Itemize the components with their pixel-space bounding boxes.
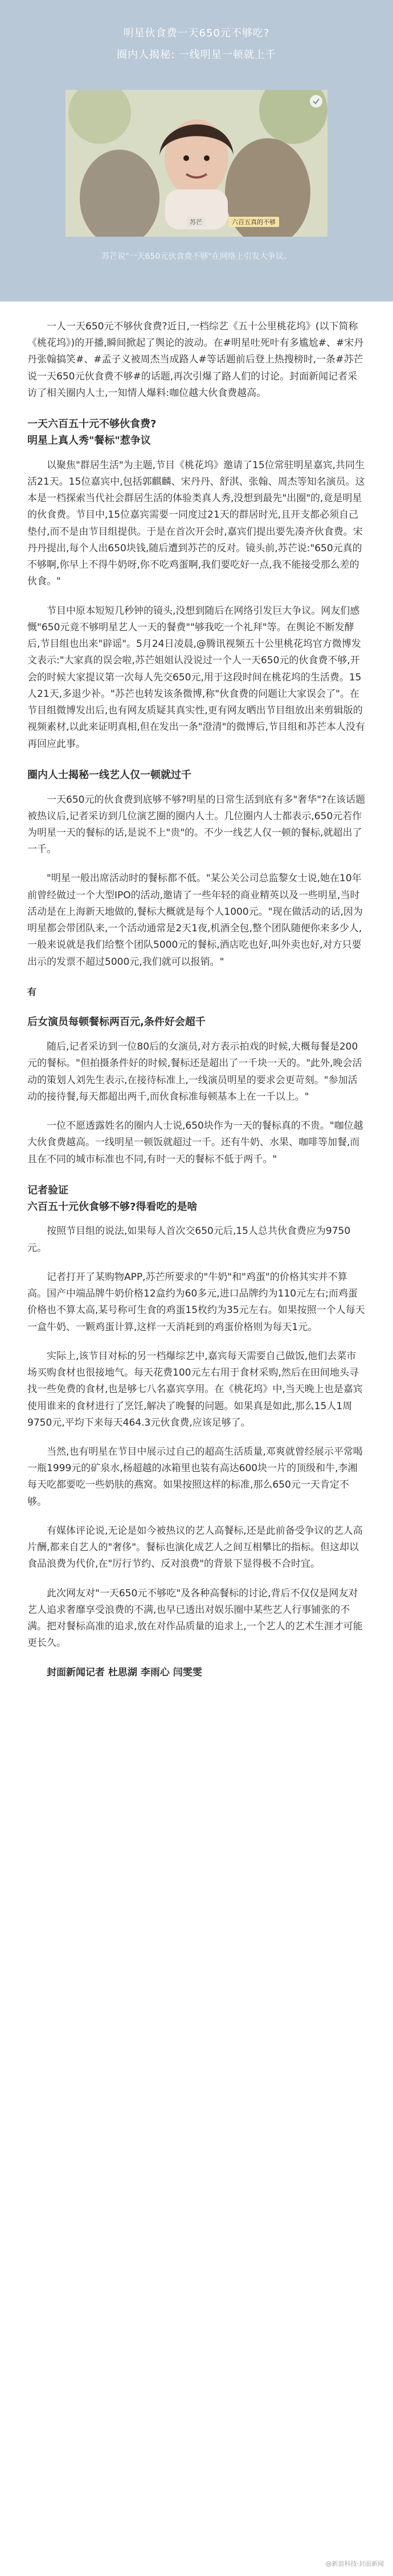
- article-paragraph: "明星一般出席活动时的餐标都不低。"某公关公司总监黎女士说,她在10年前曾经做过一个大型IPO的活动,邀请了一些年轻的商业精英以及一些明星,当时活动是在上海新天地做的,餐标大概就是每个人1000元。"现在做活动的话,因为明星都会带团队来,一个活动通常是2天1夜,机酒全包,整个团队随便你来多少人,一般来说就是我们给整个团队5000元的餐标,酒店吃也好,叫外卖也好,对方只要出示的发票不超过5000元,我们就可以报销。": [27, 873, 363, 968]
- article-paragraph: 此次网友对"一天650元不够吃"及各种高餐标的讨论,背后不仅仅是网友对艺人追求奢靡享受浪费的不满,也早已透出对娱乐圈中某些艺人行事铺张的不满。把对餐标高准的追求,放在对作品质量的追求上,一个艺人的艺术生涯才可能更长久。: [27, 1587, 363, 1649]
- section-heading-line1: 一天六百五十元不够伙食费?: [27, 418, 157, 431]
- article-paragraph: 以聚焦"群居生活"为主题,节目《桃花坞》邀请了15位常驻明星嘉宾,共同生活21天。15位嘉宾中,包括郭麒麟、宋丹丹、舒淇、张翰、周杰等知名演员。这本是一档探索当代社会群居生活的体验类真人秀,没想到最先"出圈"的,竟是明星的伙食费。节目中,15位嘉宾需要一同度过21天的群居时光,且开支都必须自己垫付,而不是由节目组提供。于是在首次开会时,嘉宾们提出要先凑齐伙食费。宋丹丹提出,每个人出650块钱,随后遭到苏芒的反对。镜头前,苏芒说:"650元真的不够啊,你早上不得牛奶呀,你不吃鸡蛋啊,我们要吃好一点,我不能接受那么差的伙食。": [27, 459, 365, 588]
- section-heading-line1: 记者验证: [27, 1184, 68, 1196]
- article-body: [27, 319, 366, 1694]
- standalone-text: 有: [27, 986, 37, 997]
- article-paragraph: 按照节目组的说法,如果每人首次交650元后,15人总共伙食费应为9750元。: [27, 1225, 351, 1254]
- video-scene: [66, 90, 328, 237]
- section-heading: [27, 1183, 366, 1216]
- section-heading: 后女演员每顿餐标两百元,条件好会超千: [27, 1016, 206, 1029]
- article-paragraph: 有媒体评论说,无论是如今被热议的艺人高餐标,还是此前备受争议的艺人高片酬,都来自艺人的"奢侈"。餐标也演化成艺人之间互相攀比的指标。但这却以食品浪费为代价,在"厉行节约、反对浪费"的背景下显得极不合时宜。: [27, 1525, 363, 1570]
- header-title-line2: 圈内人揭秘: 一线明星一顿就上千: [117, 49, 276, 61]
- section-heading-line2: 六百五十元伙食够不够?得看吃的是啥: [27, 1200, 198, 1213]
- video-name-tag: 苏芒: [186, 217, 206, 227]
- section-heading-line2: 明星上真人秀"餐标"惹争议: [27, 434, 151, 447]
- image-caption: 苏芒说"一天650元伙食费不够"在网络上引发大争议。: [101, 252, 292, 261]
- section-heading: [27, 416, 366, 449]
- section-heading: 圈内人士揭秘一线艺人仅一顿就过千: [27, 769, 191, 781]
- article-paragraph: 记者打开了某购物APP,苏芒所要求的"牛奶"和"鸡蛋"的价格其实并不算高。国产中端品牌牛奶价格12盒约为60多元,进口品牌约为110元左右;而鸡蛋价格也不算太高,某号称可生食的鸡蛋15枚约为35元左右。如果按照一个人每天一盒牛奶、一颗鸡蛋计算,这样一天消耗到的鸡蛋价格则为每天1元。: [27, 1271, 365, 1333]
- article-paragraph: 一天650元的伙食费到底够不够?明星的日常生活到底有多"奢华"?在该话题被热议后,记者采访到几位演艺圈的圈内人士。几位圈内人士都表示,650元若作为明星一天的餐标的话,是说不上"贵"的。不少一线艺人仅一顿的餐标,就超出了一千。: [27, 794, 366, 856]
- author-line: 封面新闻记者 杜思湖 李雨心 闫雯雯: [47, 1666, 202, 1678]
- channel-logo-icon: [309, 94, 323, 108]
- header-title-line1: 明星伙食费一天650元不够吃?: [123, 27, 270, 39]
- article-paragraph: 一位不愿透露姓名的圈内人士说,650块作为一天的餐标真的不贵。"咖位越大伙食费越高。一线明星一顿饭就超过一千。还有牛奶、水果、咖啡等加餐,而且在不同的城市标准也不同,有时一天的餐标不低于两千。": [27, 1120, 363, 1165]
- article-paragraph: 节目中原本短短几秒钟的镜头,没想到随后在网络引发巨大争议。网友们感慨"650元竟不够明星艺人一天的餐费""够我吃一个礼拜"等。在舆论不断发酵后,节目组也出来"辟谣"。5月24日凌晨,@腾讯视频五十公里桃花坞官方微博发文表示:"大家真的误会啦,苏芒姐姐认没说过一个人一天650元的伙食费不够,开会的时候大家提议第一次每人先交650元,用于这段时间在桃花坞的生活费。15人21天,多退少补。"苏芒也转发该条微博,称"伙食费的问题让大家误会了"。在节目组微博发出后,也有网友质疑其真实性,更有网友晒出节目组放出来剪辑版的视频素材,以此来证明真相,但在发出一条"澄清"的微博后,节目组和苏芒本人没有再回应此事。: [27, 605, 365, 750]
- video-thumbnail[interactable]: [66, 90, 328, 237]
- article-paragraph: 一人一天650元不够伙食费?近日,一档综艺《五十公里桃花坞》(以下简称《桃花坞》)的开播,瞬间掀起了舆论的波动。在#明星吐死叶有多尴尬#、#宋丹丹张翰搞笑#、#孟子义被周杰当成路人#等话题前后登上热搜榜时,一条#苏芒说一天650元伙食费不够#的话题,再次引爆了路人们的讨论。封面新闻记者采访了相关圈内人士,一知情人爆料:咖位越大伙食费越高。: [27, 321, 364, 399]
- video-subtitle-tag: 六百五真的不够: [228, 217, 279, 227]
- article-paragraph: 实际上,该节目对标的另一档爆综艺中,嘉宾每天需要自己做饭,他们去菜市场买购食材也很接地气。每天花费100元左右用于食材采购,然后在田间地头寻找一些免费的食材,也是够七八名嘉宾享用。在《桃花坞》中,当天晚上也是嘉宾使用谁来的食材进行了烹饪,解决了晚餐的问题。如果真是如此,那么15人1周9750元,平均下来每天464.3元伙食费,应该足够了。: [27, 1350, 363, 1429]
- watermark-text: @新浪科技·封面新闻: [325, 2560, 384, 2567]
- article-paragraph: 随后,记者采访到一位80后的女演员,对方表示拍戏的时候,大概每餐是200元的餐标。"但拍摄条件好的时候,餐标还是超出了一千块一天的。"此外,晚会活动的策划人刘先生表示,在接待标准上,一线演员明星的要求会更苛刻。"参加活动的接待餐,每天都超出两千,而伙食标准每顿基本上在一千以上。": [27, 1041, 362, 1103]
- article-paragraph: 当然,也有明星在节目中展示过自己的超高生活质量,邓爽就曾经展示平常喝一瓶1999元的矿泉水,杨超越的冰箱里也装有高达600块一片的顶级和牛,李湘每天吃都要吃一些奶肤的燕窝。如果按照这样的标准,那么650元一天肯定不够。: [27, 1446, 363, 1508]
